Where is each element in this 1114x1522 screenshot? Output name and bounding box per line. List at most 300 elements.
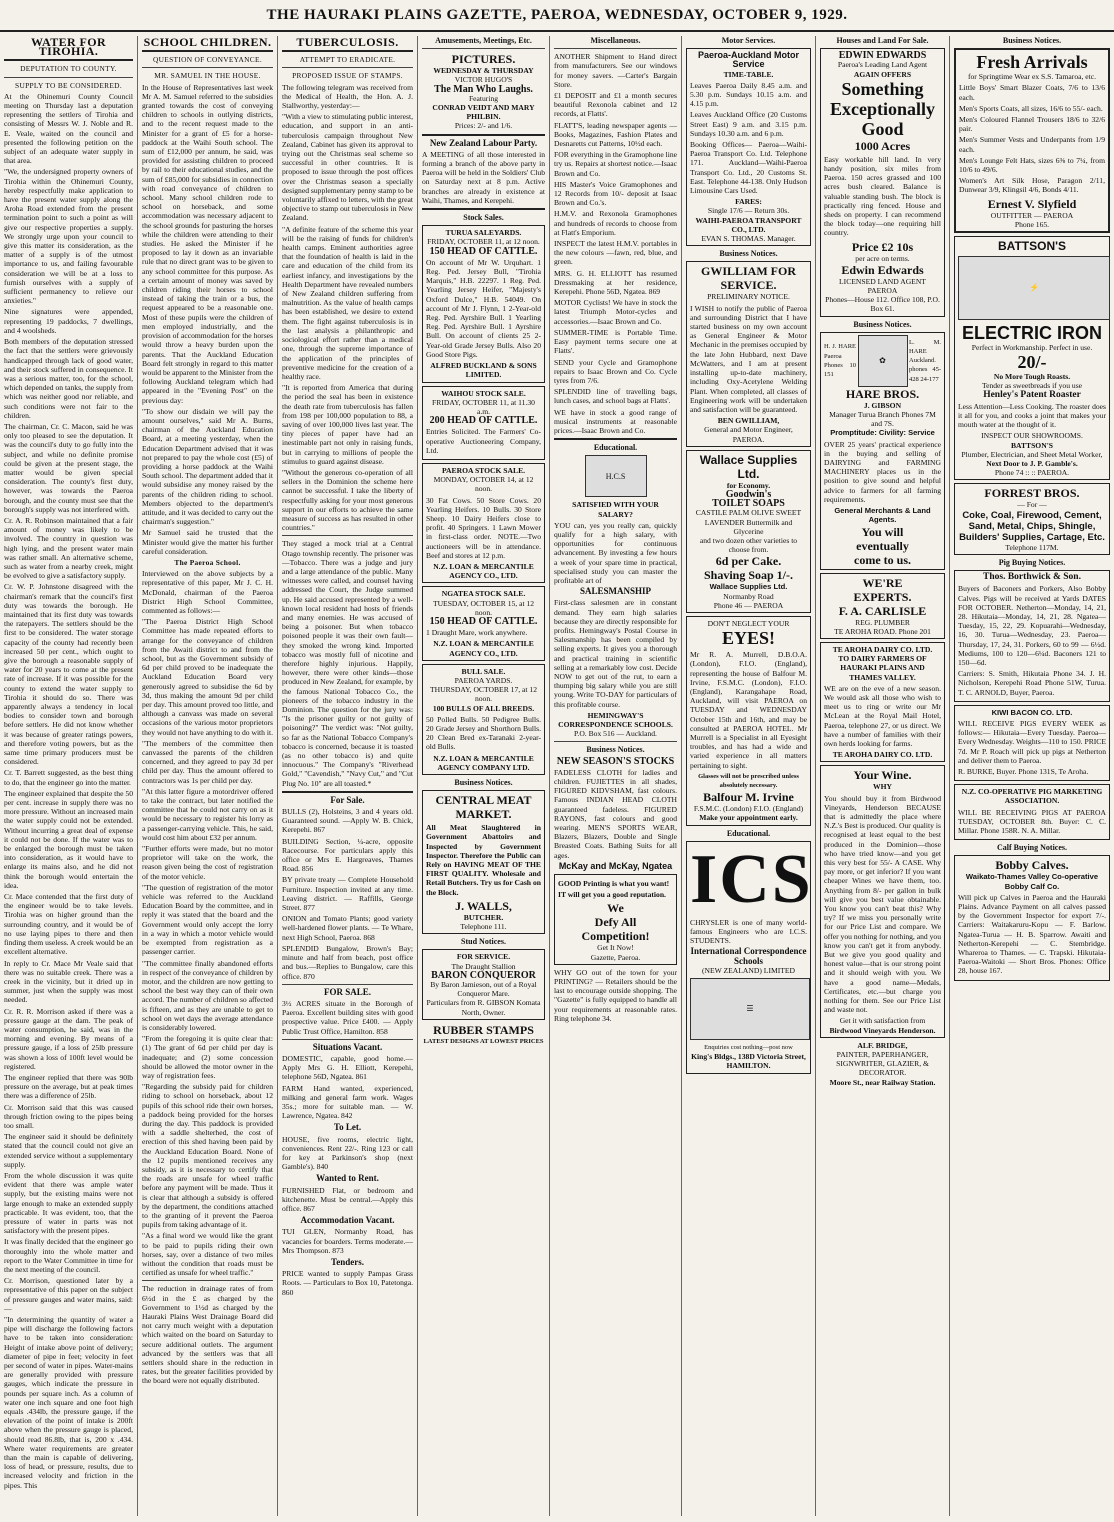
ad-line: Women's Art Silk Hose, Paragon 2/11, Dunwear 3/9, Klingsil 4/6, Bonds 4/11. [959,176,1105,195]
sale-agent: N.Z. LOAN & MERCANTILE AGENCY COMPANY LTD. [433,753,534,772]
ad-address: P.O. Box 516 — Auckland. [574,729,657,739]
ad-body: and two dozen other varieties to choose from. [699,535,798,555]
article-headline: TUBERCULOSIS. [296,36,399,49]
section-title: Educational. [726,828,771,838]
rubber-stamps-tagline: LATEST DESIGNS AT LOWEST PRICES [423,1037,544,1045]
course-list-image: ☰ [690,978,810,1040]
paragraph: "Regarding the subsidy paid for children riding to school on horseback, about 12 pupils of this school ride their own horses, a paddock being provided for the horses during the day. This paddock is provided with a saddle shelterhed, the cost of erection of this shed having been paid by the Auckland Education Board. None of the 12 pupils mentioned receives any subsidy, as it is necessary to certify that the roads are unsafe for wheel traffic before any payment will be made. Thus it is clear that although a subsidy is offered by the department, the conditions attached to the granting of it prevent the Paeroa pupils from taking advantage of it. [142,1082,273,1230]
ad-heading: Goodwin's [725,488,772,500]
ad-name: J. WALLS, [455,898,512,913]
divider [282,1039,413,1040]
ad-sub: Perfect in Workmanship. Perfect in use. [971,343,1093,353]
ad-name: HEMINGWAY'S CORRESPONDENCE SCHOOLS. [558,710,673,729]
section-title: Business Notices. [719,249,778,259]
divider [282,984,413,985]
ad-name: BEN GWILLIAM, [717,416,780,426]
divider [4,59,133,61]
ad-sub: LICENSED LAND AGENT PAEROA [839,276,926,296]
sale-heading: TURUA SALEYARDS. [445,228,522,238]
ad-sub: General Merchants & Land Agents. [834,506,931,525]
ad-heading: NEW SEASON'S STOCKS [556,755,675,767]
ad-tagline: for Economy. [726,480,771,490]
ad-slogan: You will [861,524,904,539]
paragraph: They staged a mock trial at a Central Otago township recently. The prisoner was—Tobacco. There was a judge and jury and a large attendance of the public. Many witnesses were called, and counsel having addressed the Court, the Judge summed up. He said accused represented by a well-known local resident had hosts of friends and many enemies. He was accused of being a poisoner. But when tobacco poisoned people it was their own fault—they smoked the wrong kind. Imported tobacco was mostly full of nicotine and therefore highly injurious. Happily, however, there were other kinds—those produced in New Zealand, for example, by the famous National Tobacco Co., the pioneers of the tobacco industry in the Dominion. The question for the jury was: "Is the prisoner guilty or not guilty of poisoning?" The verdict was: "Not guilty, so far as the National Tobacco Company's tobacco is concerned, because it is toasted (as no other tobacco is) and quite innocuous." The Company's "Riverhead Gold," "Cavendish," "Navy Cut," and "Cut Plug No. 10" are all toasted.* [282,539,413,788]
ad-caption: CHRYSLER is one of many world-famous Engineers who are I.C.S. STUDENTS. [690,917,807,946]
paragraph: "Without the generous co-operation of all sellers in the Dominion the scheme here cannot be successful. I take the liberty of respectfully asking for your most generous support in our efforts to achieve the same measure of success as has resulted in other countries." [282,467,413,533]
ad-body: Leaves Paeroa Daily 8.45 a.m. and 5.30 p.m. Sundays 10.15 a.m. and 4.15 p.m. [690,80,807,109]
ad-name: BATTSON'S [1010,440,1054,450]
sale-body: 30 Fat Cows. 50 Store Cows. 20 Yearling Heifers. 10 Bulls. 30 Store Sheep. 10 Dairy Heifers close to profit. 40 Springers. 1 Lawn Mower in first-class order. NOTE.—Two auctioneers will be in attendance. Beef and stores at 12 p.m. [426,495,541,560]
paragraph: "The committee finally abandoned efforts in respect of the conveyance of children by motor, and the children are now getting to school the best way they can of their own accord. The number of children so affected is fifteen, and as they are unable to get to school on wet days the average attendance is considerably lowered. [142,958,273,1032]
paragraph: "As a final word we would like the grant to be paid to pupils riding their own horses, say, over a distance of two miles without the condition that roads must be certified as unsafe for wheel traffic." [142,1231,273,1278]
ad-name: Edwin Edwards [841,262,924,277]
ad-contact: H. J. HARE Paeroa Phones 10 151 [824,343,856,379]
ad-note: Enquiries cost nothing—post now [704,1044,793,1052]
column-business-notices [950,36,1114,1516]
classified-ad: MOTOR Cyclists! We have in stock the latest Triumph Motor-cycles and accessories.—Isaac Brown and Co. [554,298,677,326]
article-subhead: QUESTION OF CONVEYANCE. [153,55,262,65]
ad-heading: SATISFIED WITH YOUR SALARY? [572,500,659,519]
hcs-logo-image: H.C.S [585,455,647,497]
film-stars: CONRAD VEIDT AND MARY PHILBIN. [432,103,535,122]
ad-body: All Meat Slaughtered in Government Abattoirs and Inspected by Government Inspector. Therefore the Public can Rely on HAVING MEAT OF THE FIRST QUALITY. Wholesale and Retail Butchers. Try us for Cash on the Block. [426,823,541,897]
paragraph: Nine signatures were appended, representing 19 paddocks, 7 dwellings, and 4 woolsheds. [4,307,133,335]
sale-cattle: 150 HEAD OF CATTLE. [429,615,538,627]
ad-heading: Henley's Patent Roaster [983,389,1081,400]
section-title: Amusements, Meetings, Etc. [435,36,532,45]
ad-line: Men's Sports Coats, all sizes, 16/6 to 55/- each. [959,103,1103,113]
divider [282,791,413,793]
ad-line: Men's Summer Vests and Underpants from 1/9 each. [959,135,1105,154]
sale-body: 1 Draught Mare, work anywhere. [426,628,528,638]
paragraph: "The members of the committee then canvassed the parents of the children concerned, and they agreed to pay 3d per child per day. Thus the amount offered to contractors was 1s per child per day. [142,738,273,785]
labour-heading: New Zealand Labour Party. [429,137,538,148]
ad-body: First-class salesmen are in constant demand. They earn high salaries because they are directly responsible for profits. Hemingway's Postal Course in Salesmanship has been compiled by selling experts. It gives you a thorough and practical training in scientific selling at a remarkably low cost. Decide NOW to get out of the rut, to earn a thumping big salary while you are still young. Write TO-DAY for particulars of this profitable course. [554,598,677,709]
classified-heading: Accommodation Vacant. [300,1215,395,1226]
classified-ad: HIS Master's Voice Gramophones and 12 Records from 10/- deposit at Isaac Brown and Co.'s. [554,179,677,208]
classified-ad: FOR everything in the Gramophone line try us. Repairs at shortest notice.—Isaac Brown and Co. [554,150,677,178]
ad-contact: Manager Turua Branch Phones 7M and 7S. [829,410,936,429]
sale-date: FRIDAY, OCTOBER 11, at 12 noon. [427,237,540,247]
column-motor-services [682,36,816,1516]
paragraph: The reduction in drainage rates of from 6½d in the £ as charged by the Government to 1½d as charged by the Hauraki Plains West Drainage Board did not carry much weight with a deputation which waited on the board on Saturday to secure additional outlets. The argument advanced by the settlers was that all settlers should share in the reduction in rates, but the greater facilities provided by the board were not equally distributed. [142,1284,273,1386]
sale-body: 50 Polled Bulls. 50 Pedigree Bulls. 20 Grade Jersey and Shorthorn Bulls. 20 Clean Bred ex-Taranaki 2-year-old Bulls. [426,714,541,752]
sale-date: FRIDAY, OCTOBER 11, at 11.30 a.m. [432,397,535,416]
pictures-author: VICTOR HUGO'S [454,75,513,85]
ad-phone: Phones—House 112. Office 108, P.O. Box 61. [825,295,940,314]
turua-sale-ad [422,225,545,382]
sale-heading: NGATEA STOCK SALE. [441,589,526,599]
column-water-for-tirohia [0,36,138,1516]
ad-contact: L. M. HARE Auckland. phones 45-428 24-177 [909,338,941,383]
divider [142,67,273,68]
ad-price: Price £2 10s [851,239,914,254]
ad-name: F. A. CARLISLE [838,603,927,618]
divider [422,48,545,49]
paragraph: The engineer replied that there was 90lb pressure on the average, but at peak times there was a difference of 25lb. [4,1072,133,1101]
ad-address: Normanby Road [723,591,774,601]
article-subhead: ATTEMPT TO ERADICATE. [299,55,396,65]
classified-heading: To Let. [333,1122,362,1133]
section-title: Business Notices. [1002,36,1062,45]
ics-ad [686,841,811,1074]
ad-body: Single 17/6 — Return 30s. [707,206,790,216]
ad-call: Get It Now! [597,943,634,953]
divider [422,208,545,210]
ad-name: Paeroa-Auckland Motor Service [697,50,800,70]
forrest-ad [954,483,1110,554]
central-meat-ad [422,790,545,934]
ad-heading: Bobby Calves. [995,858,1069,873]
classified-ad: £1 DEPOSIT and £1 a month secures beautiful Rexonola cabinet and 12 records, at Flatts'. [554,91,677,119]
ad-heading: Something Exceptionally Good [829,78,935,139]
ad-call: Make your appointment early. [699,813,798,823]
divider [142,50,273,52]
ad-sub: (NEW ZEALAND) LIMITED [701,965,796,975]
classified-ad: ANOTHER Shipment to Hand direct from manufacturers. See our windows for money savers. —Carter's Bargain Store. [554,52,677,89]
ad-heading: ELECTRIC IRON [961,323,1102,344]
divider [4,77,133,78]
dairy-ad [820,642,945,762]
masthead [0,0,1114,32]
ad-name: Wallace Supplies Ltd. [709,582,788,592]
paragraph: "A definite feature of the scheme this year will be the raising of funds for children's health camps. Eminent authorities agree that the foundation of health is laid in the care and education of the child from its earliest infancy, and investigations by the Health Department have revealed numbers of New Zealand children suffering from malnutrition. As the value of health camps has been established, we desire to extend them. The fight against tuberculosis is in the last analysis a philanthropic and sociological effort rather than a medical one, through the supreme importance of the application of the principles of preventive medicine for the creation of a healthy race. [282,224,413,381]
film-title: The Man Who Laughs. [434,83,533,95]
ad-sub: for Springtime Wear ex S.S. Tamaroa, etc. [967,72,1097,82]
sale-heading: WAIHOU STOCK SALE. [441,388,526,398]
ad-contact: R. BURKE, Buyer. Phone 131S, Te Aroha. [958,766,1089,776]
sale-agent: ALFRED BUCKLAND & SONS LIMITED. [430,361,537,380]
ad-address: Moore St., near Railway Station. [829,1077,936,1087]
paragraph: "The question of registration of the motor vehicle was referred to the Auckland Education Board by the committee, and in reply it was stated that the board and the Government would only accept the lorry in a way in which a motor vehicle would be exempted from registration as a passenger carrier. [142,882,273,957]
ad-sub: Tender as sweetbreads if you use [981,381,1083,391]
classified-ad: MRS. G. H. ELLIOTT has resumed Dressmaking at her residence, Kerepehi. Phone 56D, Ngatea. 869 [554,268,677,297]
ad-body: Carriers: S. Smith, Hikutaia Phone 34. J. H. Nicholson, Kerepehi Road Phone 51W, Turua. T. C. ARNOLD, Buyer, Paeroa. [958,669,1106,697]
section-title: Business Notices. [586,745,645,755]
ad-body: WILL BE RECEIVING PIGS AT PAEROA TUESDAY, OCTOBER 8th. Buyer: C. C. Millar. Phone 158R. N. A. Millar. [958,807,1106,835]
masthead-title: THE HAURAKI PLAINS GAZETTE, PAEROA, WEDNESDAY, OCTOBER 9, 1929. [266,7,848,23]
sale-cattle: 150 HEAD OF CATTLE. [429,245,538,257]
column-amusements-stock [418,36,550,1516]
ad-name: ALF. BRIDGE, [857,1040,908,1050]
ad-line: Men's Coloured Flannel Trousers 18/6 to 32/6 pair. [959,115,1105,134]
ad-sub: — For — [1017,500,1047,510]
ad-heading: TOILET SOAPS [712,498,785,510]
column-tuberculosis [278,36,418,1516]
ad-name: BARON CONQUEROR [431,969,536,981]
divider [554,48,677,49]
ad-slogan: eventually [856,538,909,553]
paragraph: "To show our disdain we will pay the amount ourselves," said Mr A. Burns, chairman of the Auckland Education Board, at a meeting yesterday, when the Education Department advised that it was not prepared to pay the whole cost (£5) of providing a horse paddock at the Waihi South school. The department added that it would subsidise any money raised by the parents of the children riding to school. Members objected to the department's attitude, and it was decided to carry out the chairman's suggestion." [142,406,273,527]
paragraph: "From the foregoing it is quite clear that: (1) The grant of 6d per child per day is inadequate; and (2) some concession should be allowed the motor owner in the way of registration fees. [142,1034,273,1080]
eyes-ad [686,616,811,826]
borthwick-ad [954,570,1110,702]
sale-date: MONDAY, OCTOBER 14, at 12 noon. [433,475,534,494]
ad-heading: EXPERTS. [853,589,912,604]
classified-ad: SUMMER-TIME is Portable Time. Easy payment terms secure one at Flatts'. [554,327,677,356]
ad-body: Coke, Coal, Firewood, Cement, Sand, Metal, Chips, Shingle, Builders' Supplies, Cartage, Etc. [959,509,1105,543]
pig-coop-ad [954,784,1110,840]
ad-sub: REG. PLUMBER [855,617,910,627]
ad-contact: Particulars from R. GIBSON Komata North, Owner. [426,998,541,1017]
ad-contact: General and Motor Engineer, PAEROA. [704,425,793,444]
divider [142,1280,273,1281]
ad-name: Balfour M. Irvine [703,790,794,805]
paragraph: Cr. A. R. Robinson maintained that a fair amount of money was likely to be involved. The country in question was high lying, and the present water main was rather small. An alternative scheme, such as water from a nearby creek, might be evolved to give a satisfactory supply. [4,515,133,581]
paragraph: "We, the undersigned property owners of Tirohia within the Ohinemuri County, hereby respectfully make application to have the present water supply along the Aroha Road extended from the present termination point to such a point as will give our respective properties a supply. We strongly urge upon your council to give this matter its consideration, as the matter of a supply is of the utmost importance to us, and failing favourable consideration we will be at a loss to furnish ourselves with a supply of sufficient permanency to relieve our anxieties." [4,167,133,306]
sale-body: On account of Mr W. Urquhart. 1 Reg. Ped. Jersey Bull, "Tirohia Marquis," H.B. 22297. 1 Reg. Ped. Yearling Jersey Heifer, "Majesty's Oxford Dulce," H.B. 54049. On account of Mr J. Flynn, 1 2-Year-old Reg. Ped. Ayrshire Bull. 1 Yearling Reg. Ped. Ayrshire Bull. 1 Ayrshire Bull. On account of clients 25 2-Year-old Grade Jersey Bulls. Also 20 Good Store Pigs. [426,257,541,359]
classified-ad: SEND your Cycle and Gramophone repairs to Isaac Brown and Co. Cycle tyres from 7/6. [554,357,677,385]
ad-name: TE AROHA DAIRY CO. LTD. [832,644,933,654]
section-title: Business Notices. [454,778,513,788]
ad-heading: 1000 Acres [854,138,911,153]
pictures-days: WEDNESDAY & THURSDAY [433,66,534,76]
sale-date: THURSDAY, OCTOBER 17, at 12 noon. [429,685,538,704]
ad-name: BATTSON'S [998,239,1066,254]
rubber-stamps-heading: RUBBER STAMPS [433,1022,534,1037]
paragraph: In reply to Cr. Mace Mr Veale said that there was no suitable creek. There was a creek in the vicinity, but it dried up in summer, just when the supply was most needed. [4,958,133,1005]
classified-ad: BULLS (2), Holsteins, 3 and 4 years old. Guaranteed sound. —Apply W. B. Chick, Kerepehi. 867 [282,807,413,835]
sale-yards: PAEROA YARDS. [454,675,513,685]
pictures-heading: PICTURES. [451,52,516,67]
ad-price: Shaving Soap 1/-. [703,568,794,583]
ad-name: McKay and McKay, Ngatea [558,860,673,871]
ad-name: International Correspondence Schools [690,946,807,966]
ad-sub: DON'T NEGLECT YOUR [707,618,790,628]
ad-phone: Phone 74 :: :: PAEROA. [994,468,1070,478]
ad-line: Little Boys' Smart Blazer Coats, 7/6 to 13/6 each. [959,83,1105,102]
paragraph: From the whole discussion it was quite evident that there was ample water supply, but the existing mains were not large enough to make an extended supply practicable. It was evident, too, that the pressure of water in parts was not satisfactory with the present pipes. [4,1170,133,1236]
bobby-calves-ad [954,855,1110,980]
divider [282,535,413,536]
ad-terms: per acre on terms. [855,253,910,263]
ad-name: Waikato-Thames Valley Co-operative Bobby Calf Co. [965,872,1099,891]
ad-role: BUTCHER. [463,912,504,922]
paragraph: "With a view to stimulating public interest, education, and support in an anti-tuberculosis campaign throughout New Zealand, Cabinet has given its approval to trying out the Christmas seal scheme so successful in other countries. It is proposed to issue through the post offices over the Christmas season a specially designed supplementary penny stamp to be voluntarily affixed to letters, with the great objective to stamp out tuberculosis in New Zealand. [282,112,413,223]
ngatea-sale-ad [422,586,545,660]
ad-heading: FOR SERVICE. [456,952,511,962]
ad-slogan: Defy All [594,915,637,930]
divider [282,50,413,52]
classified-ad: 3½ ACRES situate in the Borough of Paeroa. Excellent building sites with good prospective value. Price £400. — Apply Public Trust Office, Hamilton. 858 [282,998,413,1036]
sale-heading: PAEROA STOCK SALE. [441,465,526,475]
paragraph: Cr. T. Barrett suggested, as the best thing to do, that the engineer go into the matter. [4,768,133,787]
ad-call: INSPECT OUR SHOWROOMS. [981,431,1083,441]
section-title: Calf Buying Notices. [997,843,1067,853]
column-school-children [138,36,278,1516]
ad-sub: The Draught Stallion [451,961,516,971]
ad-price: 6d per Cake. [715,554,782,569]
column-miscellaneous [550,36,682,1516]
ad-address: King's Bldgs., 138D Victoria Street, HAMILTON. [691,1052,806,1071]
article-subhead: MR. SAMUEL IN THE HOUSE. [154,71,261,81]
ad-body: You should buy it from Birdwood Vineyards, Henderson BECAUSE that is admittedly the place where N.Z.'s Best is produced. Our quality is recognised at least equal to the best produced in the Dominion—those who have tried know—and you get this very best for 55/- A CASE. Why pay more, or get inferior? If you want cheaper Wines we have them, too. Anything from 8/- per gallon in bulk will give you best value obtainable. You know you can't beat this? Why try? If we miss you personally write for our Price List and compare. We offer you nothing for nothing, and you know you can't get it from anybody. But we give you good quality and honest value—that is our strong point and it should weigh with you. We have a good name—Medals, Certificates, etc.—but charge you nothing for them. See our Price List and waste not. [824,793,941,1015]
ad-address: TE AROHA ROAD. Phone 201 [834,626,931,636]
sale-date: TUESDAY, OCTOBER 15, at 12 noon. [432,598,535,617]
ad-heading: FARES: [735,197,762,207]
ad-sub: Plumber, Electrician, and Sheet Metal Worker, [961,449,1103,459]
classified-ad: PRICE wanted to supply Pampas Grass Roots. — Particulars to Box 10, Patetonga. 860 [282,1269,413,1297]
ad-heading: TIME-TABLE. [723,69,774,79]
paragraph: The chairman, Cr. C. Macon, said he was only too pleased to see the deputation. It was the council's duty to go fully into the subject, and while no definite promise could be given at the present stage, the matter would be given special consideration. The county's first duty, however, was towards the Paeroa borough, and the county must see that the borough's supply was not interfered with. [4,421,133,514]
ad-body: CASTILE PALM OLIVE SWEET LAVENDER Buttermilk and Glycerine [695,508,802,536]
paragraph: The engineer explained that despite the 50 per cent. increase in supply there was no more pressure. Without an increased main the water supply could not be extended. Without incurring a great deal of expense it could not be done. If the water was to be enlarged the borough must be taken into consideration, as it would have to enlarge its mains also, and he did not think the borough would entertain the idea. [4,788,133,890]
ad-body: YOU can, yes you really can, quickly qualify for a high salary, with opportunities for continuous advancement. By investing a few hours a week of your spare time in practical, specialised study you can master the profitable art of [554,520,677,585]
ad-body: Leaves Auckland Office (20 Customs Street East) 9 a.m. and 3.15 p.m. Sundays 10.30 a.m. and 6 p.m. [690,110,807,138]
paragraph: The following telegram was received from the Medical of Health, the Hon. A. J. Stallworthy, yesterday:— [282,82,413,111]
ad-tagline: Promptitude: Civility: Service [830,428,935,438]
stud-ad [422,949,545,1019]
section-title: Motor Services. [721,36,776,45]
ad-name: HARE BROS. [845,386,920,401]
ad-slogan: Competition! [581,929,650,944]
pictures-featuring: Featuring [468,93,499,103]
ad-sub: AGAIN OFFERS [853,69,912,79]
ad-slogan: We [607,901,624,916]
classified-ad: H.M.V. and Rexonola Gramophones and hundreds of records to choose from at Flatt's Emporium. [554,209,677,237]
classified-ad: BUILDING Section, ¼-acre, opposite Racecourse. For particulars apply this office or Mrs E. Hargreaves, Thames Road. 856 [282,836,413,874]
classified-heading: Tenders. [331,1256,364,1267]
ad-name: Birdwood Vineyards Henderson. [829,1025,936,1035]
paragraph: Cr. Mace contended that the first duty of the engineer would be to take levels. Tirohia was on higher ground than the surrounding country, and it would be of no use laying pipes to there and then finding them useless. A creek would be an excellent alternative. [4,892,133,957]
classified-ad: TUI GLEN, Normanby Road, has vacancies for boarders. Terms moderate.—Mrs Thompson. 873 [282,1227,413,1255]
classified-heading: FOR SALE. [323,986,371,997]
section-title: Stock Sales. [463,213,504,223]
ad-note: Glasses will not be prescribed unless absolutely necessary. [698,772,799,789]
paragraph: Cr. W. P. Johnstone disagreed with the chairman's remark that the council's first duty was towards the borough. He maintained that its first duty was towards the ratepayers. The settlers should be the first to be considered. The water storage capacity of the county had recently been increased 50 per cent., which ought to give the borough a reasonable supply of water for 20 years to come at the present rate of increase. If it was possible for the county to extend the water supply to Tirohia it should do so. There was apparently always a tendency in local bodies to consider town and borough before settlers. He did not know whether it was because of greater ratings powers, and therefore voting powers, but as the same time primary producers must be considered. [4,582,133,767]
ad-phone: Phone 46 — PAEROA [713,600,784,610]
paragraph: "Further efforts were made, but no motor proprietor will take on the work, the reason given being the cost of registration of the motor vehicle. [142,844,273,881]
ad-body: OVER 25 years' practical experience in the buying and selling of DAIRYING and FARMING MACHINERY places us in the position to give sound and helpful advice to farmers for all farming requirements. [824,439,941,504]
paragraph: Both members of the deputation stressed the fact that the settlers were grievously handicapped through lack of good water, and their stock suffered in consequence. It was a serious matter, too, for the school, which depended on tanks, the supply from which was neither good nor reliable, and such conditions were not fair to the children. [4,337,133,420]
classified-heading: Situations Vacant. [312,1041,383,1052]
paragraph: "In determining the quantity of water a pipe will discharge the following factors have to be taken into consideration: Height of intake above point of delivery; diameter of pipe in feet; velocity in feet per second of water in pipes. Water-mains are generally provided with pressure gauges, which indicate the pressure in pounds per square inch. As a column of water one inch square and one foot high equals .434lb, the pressure gauge, if the elevation of the point of intake is 200ft above when the pressure gauge is placed, should read 86.8lb, that is, 200 x .434. Where water requirements are greater than the main is capable of delivering, loss of head, or pressure, results, due to increased velocity and friction in the pipes. This [4,1315,133,1490]
section-title: Educational. [593,443,638,453]
ad-body: FADELESS CLOTH for ladies and children. FUJIETTES in all shades, FIGURED KIDVSHAM, fast colours. Famous INDIAN HEAD CLOTH guaranteed fadeless. FIGURED RAYONS, fast colours and good wearing. MEN'S SPORTS WEAR, Blazers, Blazers, Double and Single Breasted Coats. Bathing Suits for all ages. [554,767,677,860]
ad-body: Mr R. A. Murrell, D.B.O.A. (London), F.I.O. (England), representing the house of Balfour M. Irvine, F.S.M.C. (London), F.I.O. (England), Karangahape Road, Auckland, will visit PAEROA on TUESDAY and WEDNESDAY October 15th and 16th, and may be consulted at PAEROA HOTEL. Mr Murrell is a Specialist in all Eyesight troubles, and has had a wide and varied experience in all matters pertaining to sight. [690,650,807,770]
article-subhead: DEPUTATION TO COUNTY. [20,64,117,74]
section-title: Stud Notices. [461,937,506,947]
motor-service-ad [686,48,811,246]
section-title: Houses and Land For Sale. [836,36,929,45]
labour-notice: A MEETING of all those interested in forming a branch of the above party in Paeroa will be held in the Soldiers' Club on Saturday next at 8 p.m. Active branches are already in existence at Waihi, Thames, and Kerepehi. [422,149,545,205]
divider [422,134,545,136]
ad-body: WHY GO out of the town for your PRINTING? — Retailers should be the last to encourage outside shopping. The "Gazette" is fully equipped to handle all your requirements at reasonable rates. Ring telephone 34. [554,967,677,1023]
ad-body: Less Attention—Less Cooking. The roaster does it all for you, and cooks a joint that makes your mouth water at the thought of it. [958,401,1106,430]
paragraph: Interviewed on the above subjects by a representative of this paper, Mr J. C. H. McDonald, chairman of the Paeroa District High School Committee, commented as follows:— [142,569,273,615]
classified-ad: FARM Hand wanted, experienced, milking and general farm work. Wages 35s.; more for suitable man. — W. Lawrence, Ngatea. 842 [282,1083,413,1121]
section-subhead: The Paeroa School. [174,557,241,567]
paragraph: Cr. Morrison said that this was caused through friction owing to the pipes being too small. [4,1102,133,1130]
ad-name: FORREST BROS. [984,486,1080,501]
ad-line: IT will get you a good reputation. [558,890,666,900]
classified-ad: FLATT'S, leading newspaper agents — Books, Magazines, Fashion Plates and Desnaretts cut Patterns, 10½d each. [554,120,677,149]
ad-sub: WHY [873,782,892,792]
classified-heading: For Sale. [330,794,365,805]
ad-phone: Phone 165. [1014,219,1050,229]
ad-tagline: Paeroa's Leading Land Agent [837,60,928,70]
wine-ad [820,765,945,1037]
classified-ad: BY private treaty — Complete Household Furniture. Inspection invited at any time. Leaving district. — Raffills, George Street. 877 [282,875,413,913]
ad-name: WAIHI-PAEROA TRANSPORT CO., LTD. [695,215,802,234]
carlisle-ad [820,573,945,639]
ad-heading: Fresh Arrivals [976,52,1088,73]
ad-sub: TO DAIRY FARMERS OF HAURAKI PLAINS AND THAMES VALLEY. [838,654,927,682]
paragraph: At the Ohinemuri County Council meeting on Thursday last a deputation representing the settlers of Tirohia and consisting of Messrs W. J. Noble and R. E. Veale, waited on the council and presented the following petition on the subject of an adequate water supply in that area. [4,91,133,166]
gazette-printing-ad [554,874,677,965]
ad-heading: GWILLIAM FOR SERVICE. [700,264,796,293]
hare-bros-ad [820,332,945,570]
ad-heading: CENTRAL MEAT MARKET. [435,793,532,822]
film-prices: Prices: 2/- and 1/6. [454,121,513,131]
ad-address: Next Door to J. P. Gamble's. [986,459,1078,469]
section-title: Miscellaneous. [590,36,641,45]
slyfield-ad [954,48,1110,233]
ad-qualifications: F.S.M.C. (London) F.I.O. (England) [693,804,804,814]
article-headline: WATER FOR TIROHIA. [30,36,107,59]
paragraph: "It is reported from America that during the period the seal has been in existence the death rate from tuberculosis has fallen from 198 per 100,000 population to 88, a saving of over 100,000 lives last year. The tiny pieces of paper have had an inestimable part not only in raising funds, but in carrying to millions of people the stimulus to guard against disease. [282,383,413,466]
paragraph: Cr. Morrison, questioned later by a representative of this paper on the subject of pressure gauges and water mains, said:— [4,1276,133,1313]
sale-cattle: 100 BULLS OF ALL BREEDS. [432,703,535,713]
ics-logo: ICS [690,840,813,918]
ad-name: KIWI BACON CO. LTD. [991,707,1073,717]
hares-illustration: ✿ [858,335,908,387]
ad-sub: OUTFITTER — PAEROA [990,210,1074,220]
divider [554,438,677,440]
sale-agent: N.Z. LOAN & MERCANTILE AGENCY CO., LTD. [433,639,534,658]
paragraph: "At this latter figure a motordriver offered to take the contract, but later notified the committee that he could not carry on as it would be necessary to register his lorry as a passenger-carrying vehicle. This, he said, would cost him about £32 per annum. [142,786,273,842]
section-title: Business Notices. [853,319,912,329]
paragraph: In the House of Representatives last week Mr A. M. Samuel referred to the subsidies granted towards the cost of conveying children to schools in outlying districts, and to the recent request made to the Minister for a grant of £5 for a horse-paddock at the Waihi South school. The sum of £12,000 per annum, he said, was provided for assisting children to proceed by rail to their educational studies, and the sum of £85,000 for subsidies in connection with road conveyance of children to school. Many school children rode to school on horseback, and some accommodation was necessary adjacent to the school grounds for pasturing the horses while the children were attending to their studies. He asked the Minister if he proposed to lay it down as an invariable rule that no direct grant was to be given to any school committee for this purpose. As a certain amount of money was saved by children riding their horses to school instead of taking the train or a bus, the request appeared to be a reasonable one. Most of these pupils were the children of men employed industrially, and the provision of accommodation for the horses would throw a heavy burden upon the parents. That the Auckland Education Board felt strongly in regard to this matter would be apparent to the Minister from the following Auckland telegram which had appeared in the "Evening Post" on the previous day: [142,82,273,405]
ad-heading: No More Tough Roasts. [993,372,1071,382]
ad-slogan: come to us. [854,552,911,567]
article-subhead: PROPOSED ISSUE OF STAMPS. [292,71,403,81]
kiwi-bacon-ad [954,705,1110,781]
divider [282,67,413,68]
battson-ad [954,236,1110,480]
classified-ad: FURNISHED Flat, or bedroom and kitchenette. Must be central.—Apply this office. 867 [282,1185,413,1213]
ad-contact: EVAN S. THOMAS. Manager. [701,234,796,244]
paragraph: It was finally decided that the engineer go thoroughly into the whole matter and report to the Water Committee in time for the next meeting of the council. [4,1237,133,1274]
ad-body: WILL RECEIVE PIGS EVERY WEEK as follows:— Hikutaia—Every Tuesday. Paeroa—Every Wednesday. Weights—110 to 150. PRICE 7d. Mr P. Roach will pick up pigs at Netherton and deliver them to Paeroa. [958,718,1106,765]
ad-body: Easy workable hill land. In very handy position, six miles from Paeroa. 150 acres grassed and 100 acres bush cleared. Balance is valuable standing bush. The block is practically ring fenced. House and sheds on property. I can recommend the block today—one requiring hill country. [824,154,941,238]
ad-body: Buyers of Baconers and Porkers, Also Bobby Calves. Pigs will be received at Yards DATES FOR OCTOBER. Netherton—Monday, 14, 21, 28. Hikutaia—Monday, 14, 21, 28. Ngatea—Tuesday, 15, 22, 29. Kopuarahi—Wednesday, 16, 30. Turua—Wednesday, 23. Paeroa—Thursday, 17, 24, 31. Porkers, 60 to 99 — 6½d. Mediums, 100 to 120—6¼d. Baconers 121 to 150—6d. [958,584,1106,667]
ad-line: GOOD Printing is what you want! [558,879,670,889]
ad-sub: Get it with satisfaction from [839,1016,926,1026]
paragraph: Mr Samuel said he trusted that the Minister would give the matter his further careful consideration. [142,528,273,556]
bull-sale-ad [422,664,545,775]
hare-header [824,335,941,387]
ad-name: Thos. Borthwick & Son. [983,572,1081,583]
ad-body: By Baron Jamieson, out of a Royal Conqueror Mare. [430,980,537,999]
article-subhead: SUPPLY TO BE CONSIDERED. [15,80,122,90]
paeroa-sale-ad [422,463,545,583]
waihou-sale-ad [422,386,545,460]
classified-ad: HOUSE, five rooms, electric light, conveniences. Rent 22/-. Ring 123 or call for key at Parkinson's shop (next Gamble's). 840 [282,1134,413,1172]
paragraph: The engineer said it should be definitely stated that the council could not give an extended service without a supplementary supply. [4,1132,133,1169]
ad-price: 20/- [1017,352,1047,373]
classified-ad: SPLENDID line of travelling bags, lunch cases, and school bags at Flatts'. [554,387,677,406]
ad-name: Ernest V. Slyfield [987,196,1077,211]
wallace-supplies-ad [686,450,811,613]
sale-cattle: 200 HEAD OF CATTLE. [429,415,538,427]
ad-name: Wallace Supplies Ltd. [699,452,798,481]
article-headline: SCHOOL CHILDREN. [143,36,272,49]
ad-name: J. GIBSON [863,400,902,410]
classified-ad: DOMESTIC, capable, good home.—Apply Mrs G. H. Elliott, Kerepehi, telephone 56D, Ngatea. 861 [282,1053,413,1082]
ad-name: N.Z. CO-OPERATIVE PIG MARKETING ASSOCIATION. [961,787,1103,806]
ad-heading: EYES! [721,628,775,649]
